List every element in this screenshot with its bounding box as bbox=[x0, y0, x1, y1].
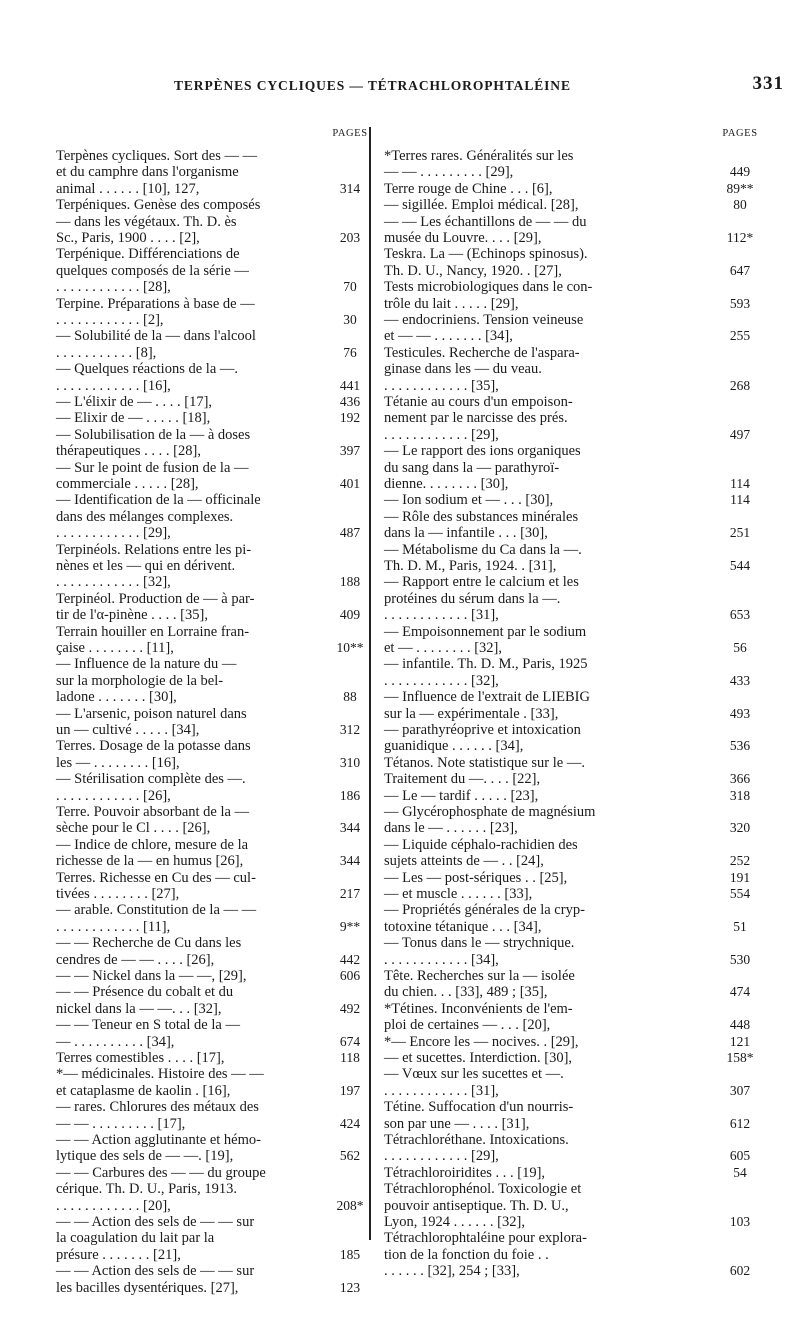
entry-line: — Les — post-sériques . . [25], bbox=[384, 869, 568, 886]
entry-line: tion de la fonction du foie . . bbox=[384, 1246, 549, 1263]
entry-line: — sigillée. Emploi médical. [28], bbox=[384, 197, 579, 214]
entry-line: — Sur le point de fusion de la — bbox=[56, 459, 249, 476]
entry-page-number: 10** bbox=[336, 640, 364, 655]
entry-line: — Liquide céphalo-rachidien des bbox=[384, 836, 578, 853]
entry-page-number: 51 bbox=[733, 918, 747, 934]
entry-line: — parathyréoprive et intoxication bbox=[384, 722, 581, 738]
entry-line: . . . . . . . . . . . . [28], bbox=[56, 279, 171, 296]
entry-line: nickel dans la — —. . . [32], bbox=[56, 1000, 222, 1017]
entry-line: trôle du lait . . . . . [29], bbox=[384, 295, 519, 312]
entry-line: Sc., Paris, 1900 . . . . [2], bbox=[56, 229, 200, 246]
index-entry bbox=[56, 1066, 356, 1099]
entry-line: quelques composés de la série — bbox=[56, 262, 249, 279]
entry-line: — et sucettes. Interdiction. [30], bbox=[384, 1050, 573, 1066]
entry-line: — — Recherche de Cu dans les bbox=[56, 935, 242, 952]
index-entry bbox=[384, 246, 700, 279]
entry-line: . . . . . . [32], 254 ; [33], bbox=[384, 1263, 520, 1280]
entry-line: — L'élixir de — . . . . [17], bbox=[56, 394, 213, 410]
entry-page-number: 487 bbox=[339, 525, 361, 541]
entry-page-number: 114 bbox=[730, 492, 750, 508]
index-entry bbox=[56, 410, 356, 426]
entry-line: . . . . . . . . . . . . [35], bbox=[384, 377, 499, 394]
entry-line: — — Présence du cobalt et du bbox=[56, 984, 234, 1001]
pages-label-right: PAGES bbox=[722, 128, 758, 139]
index-entry bbox=[56, 328, 356, 361]
entry-line: Terre. Pouvoir absorbant de la — bbox=[56, 804, 250, 820]
entry-line: et du camphre dans l'organisme bbox=[56, 164, 239, 181]
entry-line: du sang dans la — parathyroï- bbox=[384, 459, 560, 476]
entry-line: un — cultivé . . . . . [34], bbox=[56, 721, 200, 738]
entry-line: cérique. Th. D. U., Paris, 1913. bbox=[56, 1181, 237, 1198]
entry-line: — — . . . . . . . . . [17], bbox=[56, 1115, 186, 1132]
entry-page-number: 191 bbox=[729, 869, 751, 885]
entry-page-number: 307 bbox=[729, 1082, 751, 1098]
index-entry bbox=[56, 935, 356, 968]
index-entry bbox=[56, 706, 356, 739]
entry-page-number: 442 bbox=[339, 951, 361, 967]
index-entry bbox=[56, 968, 356, 984]
entry-page-number: 536 bbox=[729, 738, 751, 754]
entry-line: . . . . . . . . . . . . [32], bbox=[56, 574, 171, 591]
entry-line: *Tétines. Inconvénients de l'em- bbox=[384, 1000, 573, 1017]
entry-page-number: 554 bbox=[729, 886, 751, 901]
entry-page-number: 208* bbox=[336, 1197, 364, 1213]
entry-line: — Le rapport des ions organiques bbox=[384, 443, 581, 460]
entry-page-number: 186 bbox=[339, 787, 361, 803]
index-entry bbox=[56, 591, 356, 624]
entry-line: — — Nickel dans la — —, [29], bbox=[56, 968, 247, 984]
index-entry bbox=[384, 492, 700, 508]
entry-page-number: 123 bbox=[339, 1279, 361, 1295]
entry-page-number: 612 bbox=[729, 1115, 751, 1131]
index-entry bbox=[56, 1165, 356, 1214]
index-entry bbox=[384, 689, 700, 722]
entry-line: . . . . . . . . . . . [8], bbox=[56, 344, 157, 361]
entry-page-number: 436 bbox=[339, 394, 361, 409]
index-entry bbox=[56, 984, 356, 1017]
entry-line: — Quelques réactions de la —. bbox=[56, 361, 239, 378]
index-entry bbox=[384, 837, 700, 870]
index-entry bbox=[56, 902, 356, 935]
entry-line: Terres comestibles . . . . [17], bbox=[56, 1050, 225, 1066]
entry-line: . . . . . . . . . . . . [32], bbox=[384, 672, 499, 689]
entry-page-number: 192 bbox=[339, 410, 361, 426]
entry-line: — Propriétés générales de la cryp- bbox=[384, 902, 585, 919]
entry-line: — Empoisonnement par le sodium bbox=[384, 623, 587, 640]
index-entry bbox=[56, 837, 356, 870]
entry-page-number: 497 bbox=[729, 426, 751, 442]
entry-line: Terres. Richesse en Cu des — cul- bbox=[56, 869, 256, 886]
index-entry bbox=[56, 1050, 356, 1066]
entry-page-number: 251 bbox=[729, 525, 751, 541]
entry-line: animal . . . . . . [10], 127, bbox=[56, 180, 200, 197]
entry-line: thérapeutiques . . . . [28], bbox=[56, 443, 201, 460]
entry-page-number: 593 bbox=[729, 295, 751, 311]
entry-line: — Indice de chlore, mesure de la bbox=[56, 836, 249, 853]
entry-line: — infantile. Th. D. M., Paris, 1925 bbox=[384, 656, 588, 673]
entry-line: . . . . . . . . . . . . [31], bbox=[384, 607, 499, 624]
index-entry bbox=[384, 902, 700, 935]
entry-line: sur la — expérimentale . [33], bbox=[384, 705, 559, 722]
entry-page-number: 255 bbox=[729, 328, 751, 344]
entry-page-number: 474 bbox=[729, 984, 751, 1000]
entry-line: — Ion sodium et — . . . [30], bbox=[384, 492, 554, 509]
entry-line: ladone . . . . . . . [30], bbox=[56, 689, 177, 706]
entry-line: — Influence de la nature du — bbox=[56, 656, 237, 673]
index-entry bbox=[384, 624, 700, 657]
entry-page-number: 647 bbox=[729, 262, 751, 278]
entry-page-number: 89** bbox=[726, 180, 754, 196]
entry-line: totoxine tétanique . . . [34], bbox=[384, 918, 542, 935]
pages-label-left: PAGES bbox=[332, 128, 368, 139]
entry-line: les bacilles dysentériques. [27], bbox=[56, 1279, 239, 1296]
index-entry bbox=[384, 1181, 700, 1230]
entry-page-number: 217 bbox=[339, 886, 361, 901]
entry-line: . . . . . . . . . . . . [29], bbox=[384, 1148, 499, 1165]
entry-line: . . . . . . . . . . . . [31], bbox=[384, 1082, 499, 1099]
entry-line: Terpine. Préparations à base de — bbox=[56, 295, 255, 312]
index-entry bbox=[56, 542, 356, 591]
entry-page-number: 409 bbox=[339, 607, 361, 623]
entry-line: ginase dans les — du veau. bbox=[384, 361, 542, 378]
index-entry bbox=[384, 279, 700, 312]
entry-page-number: 492 bbox=[339, 1000, 361, 1016]
entry-page-number: 88 bbox=[343, 689, 357, 705]
entry-page-number: 56 bbox=[733, 640, 747, 655]
entry-line: — Elixir de — . . . . . [18], bbox=[56, 410, 211, 427]
entry-line: Terpènes cycliques. Sort des — — bbox=[56, 148, 258, 164]
index-entry bbox=[384, 181, 700, 197]
entry-line: Teskra. La — (Echinops spinosus). bbox=[384, 246, 588, 263]
index-entry bbox=[56, 771, 356, 804]
index-entry bbox=[384, 574, 700, 623]
index-entry bbox=[384, 214, 700, 247]
entry-line: Tétine. Suffocation d'un nourris- bbox=[384, 1099, 574, 1116]
entry-line: Tétanos. Note statistique sur le —. bbox=[384, 754, 585, 771]
entry-line: — — Carbures des — — du groupe bbox=[56, 1164, 266, 1181]
index-entry bbox=[384, 345, 700, 394]
entry-line: son par une — . . . . [31], bbox=[384, 1115, 530, 1132]
entry-page-number: 320 bbox=[729, 820, 751, 836]
entry-page-number: 530 bbox=[729, 951, 751, 967]
entry-page-number: 424 bbox=[339, 1115, 361, 1131]
entry-line: sur la morphologie de la bel- bbox=[56, 672, 224, 689]
entry-page-number: 70 bbox=[343, 279, 357, 295]
entry-line: — Rôle des substances minérales bbox=[384, 508, 579, 525]
index-entry bbox=[56, 148, 356, 197]
entry-line: Tétrachlorophtaléine pour explora- bbox=[384, 1230, 587, 1247]
index-entry bbox=[56, 1263, 356, 1296]
index-entry bbox=[56, 460, 356, 493]
index-entry bbox=[56, 492, 356, 541]
column-divider bbox=[369, 127, 371, 1240]
entry-page-number: 112* bbox=[726, 230, 754, 245]
entry-page-number: 312 bbox=[339, 722, 361, 737]
entry-line: *— Encore les — nocives. . [29], bbox=[384, 1033, 579, 1050]
entry-line: çaise . . . . . . . . [11], bbox=[56, 639, 174, 656]
entry-line: — — Teneur en S total de la — bbox=[56, 1017, 240, 1034]
entry-page-number: 433 bbox=[729, 672, 751, 688]
entry-page-number: 605 bbox=[729, 1148, 751, 1164]
entry-line: ploi de certaines — . . . [20], bbox=[384, 1017, 551, 1034]
index-entry bbox=[384, 755, 700, 788]
index-entry bbox=[384, 1132, 700, 1165]
entry-page-number: 76 bbox=[343, 344, 357, 360]
entry-line: — Métabolisme du Ca dans la —. bbox=[384, 541, 582, 558]
index-entry bbox=[384, 1050, 700, 1066]
page-number: 331 bbox=[752, 73, 784, 94]
entry-line: tir de l'α-pinène . . . . [35], bbox=[56, 607, 208, 624]
index-entry bbox=[56, 394, 356, 410]
entry-page-number: 401 bbox=[339, 476, 361, 491]
entry-line: et — — . . . . . . . [34], bbox=[384, 328, 513, 345]
entry-line: présure . . . . . . . [21], bbox=[56, 1246, 181, 1263]
entry-page-number: 314 bbox=[339, 180, 361, 196]
entry-page-number: 158* bbox=[726, 1050, 754, 1065]
index-entry bbox=[56, 1099, 356, 1132]
entry-page-number: 30 bbox=[343, 312, 357, 327]
entry-line: et — . . . . . . . . [32], bbox=[384, 639, 502, 656]
entry-line: dienne. . . . . . . . [30], bbox=[384, 475, 509, 492]
index-entry bbox=[384, 1001, 700, 1034]
index-entry bbox=[384, 656, 700, 689]
index-entry bbox=[56, 246, 356, 295]
entry-line: — arable. Constitution de la — — bbox=[56, 902, 257, 919]
entry-line: du chien. . . [33], 489 ; [35], bbox=[384, 984, 548, 1001]
index-entry bbox=[384, 1099, 700, 1132]
entry-page-number: 203 bbox=[339, 230, 361, 245]
pages-column-right bbox=[715, 126, 765, 1279]
entry-line: commerciale . . . . . [28], bbox=[56, 475, 199, 492]
index-entry bbox=[384, 197, 700, 213]
running-header bbox=[56, 73, 784, 102]
entry-page-number: 606 bbox=[339, 968, 361, 983]
entry-page-number: 344 bbox=[339, 853, 361, 869]
entry-line: nènes et les — qui en dérivent. bbox=[56, 557, 236, 574]
index-entry bbox=[384, 870, 700, 886]
entry-line: Terre rouge de Chine . . . [6], bbox=[384, 180, 553, 197]
entry-line: et cataplasme de kaolin . [16], bbox=[56, 1082, 231, 1099]
entry-line: sujets atteints de — . . [24], bbox=[384, 853, 544, 870]
index-entry bbox=[56, 656, 356, 705]
entry-line: Tests microbiologiques dans le con- bbox=[384, 279, 593, 296]
entry-line: lytique des sels de — —. [19], bbox=[56, 1148, 234, 1165]
entry-page-number: 197 bbox=[339, 1082, 361, 1098]
index-entry bbox=[56, 1017, 356, 1050]
entry-page-number: 54 bbox=[733, 1164, 747, 1180]
entry-page-number: 121 bbox=[729, 1033, 751, 1049]
index-entry bbox=[384, 443, 700, 492]
entry-line: la coagulation du lait par la bbox=[56, 1230, 215, 1247]
index-entry bbox=[56, 361, 356, 394]
entry-line: Tête. Recherches sur la — isolée bbox=[384, 968, 575, 984]
entry-line: guanidique . . . . . . [34], bbox=[384, 738, 524, 755]
entry-page-number: 118 bbox=[340, 1050, 360, 1065]
entry-line: Terrain houiller en Lorraine fran- bbox=[56, 623, 250, 640]
entry-page-number: 318 bbox=[729, 787, 751, 803]
entry-line: — . . . . . . . . . . [34], bbox=[56, 1033, 175, 1050]
entry-page-number: 441 bbox=[339, 377, 361, 393]
entry-line: . . . . . . . . . . . . [16], bbox=[56, 377, 171, 394]
entry-line: — Glycérophosphate de magnésium bbox=[384, 804, 596, 820]
index-entry bbox=[384, 394, 700, 443]
entry-line: — dans les végétaux. Th. D. ès bbox=[56, 213, 237, 230]
entry-line: . . . . . . . . . . . . [29], bbox=[56, 525, 171, 542]
entry-line: . . . . . . . . . . . . [20], bbox=[56, 1197, 171, 1214]
entry-line: Terpinéol. Production de — à par- bbox=[56, 590, 255, 607]
entry-line: Tétanie au cours d'un empoison- bbox=[384, 394, 573, 410]
entry-line: — rares. Chlorures des métaux des bbox=[56, 1099, 259, 1116]
index-entry bbox=[384, 804, 700, 837]
entry-line: sèche pour le Cl . . . . [26], bbox=[56, 820, 211, 837]
index-entry bbox=[56, 738, 356, 771]
entry-page-number: 268 bbox=[729, 377, 751, 393]
index-entry bbox=[56, 870, 356, 903]
entry-line: — Rapport entre le calcium et les bbox=[384, 574, 579, 591]
entry-line: pouvoir antiseptique. Th. D. U., bbox=[384, 1197, 569, 1214]
index-entry bbox=[384, 886, 700, 902]
index-entry bbox=[384, 542, 700, 575]
entry-line: — Influence de l'extrait de LIEBIG bbox=[384, 689, 590, 706]
index-entry bbox=[384, 1165, 700, 1181]
entry-page-number: 9** bbox=[339, 918, 361, 934]
index-entry bbox=[56, 1214, 356, 1263]
entry-line: dans le — . . . . . . [23], bbox=[384, 820, 518, 837]
entry-page-number: 449 bbox=[729, 164, 751, 180]
index-entry bbox=[384, 935, 700, 968]
index-entry bbox=[384, 968, 700, 1001]
index-entry bbox=[56, 1132, 356, 1165]
entry-line: . . . . . . . . . . . . [11], bbox=[56, 918, 171, 935]
entry-page-number: 397 bbox=[339, 443, 361, 459]
entry-line: Tétrachloréthane. Intoxications. bbox=[384, 1132, 569, 1148]
index-entry bbox=[56, 804, 356, 837]
entry-line: Tétrachloroiridites . . . [19], bbox=[384, 1164, 546, 1181]
entry-line: Testicules. Recherche de l'aspara- bbox=[384, 344, 580, 361]
entry-line: Traitement du —. . . . [22], bbox=[384, 771, 541, 788]
entry-line: — et muscle . . . . . . [33], bbox=[384, 886, 533, 902]
entry-line: — Solubilité de la — dans l'alcool bbox=[56, 328, 256, 345]
entry-line: — Identification de la — officinale bbox=[56, 492, 261, 509]
entry-page-number: 674 bbox=[339, 1033, 361, 1049]
entry-page-number: 310 bbox=[339, 754, 361, 770]
entry-line: tivées . . . . . . . . [27], bbox=[56, 885, 180, 902]
index-entry bbox=[384, 722, 700, 755]
entry-page-number: 185 bbox=[339, 1246, 361, 1262]
entry-page-number: 602 bbox=[729, 1263, 751, 1279]
entry-line: — endocriniens. Tension veineuse bbox=[384, 312, 584, 328]
entry-page-number: 366 bbox=[729, 771, 751, 787]
entry-line: . . . . . . . . . . . . [26], bbox=[56, 787, 171, 804]
entry-line: — Tonus dans le — strychnique. bbox=[384, 935, 575, 952]
index-entry bbox=[56, 296, 356, 329]
entry-line: Terpénique. Différenciations de bbox=[56, 246, 240, 263]
entry-page-number: 188 bbox=[339, 574, 361, 590]
entry-page-number: 562 bbox=[339, 1148, 361, 1164]
entry-line: les — . . . . . . . . [16], bbox=[56, 754, 180, 771]
entry-line: Th. D. M., Paris, 1924. . [31], bbox=[384, 557, 557, 574]
entry-line: Terpéniques. Genèse des composés bbox=[56, 197, 261, 214]
entry-line: . . . . . . . . . . . . [34], bbox=[384, 951, 499, 968]
entry-page-number: 103 bbox=[729, 1214, 751, 1229]
entry-line: — — . . . . . . . . . [29], bbox=[384, 164, 514, 181]
entry-line: Th. D. U., Nancy, 1920. . [27], bbox=[384, 262, 562, 279]
entry-line: richesse de la — en humus [26], bbox=[56, 853, 244, 870]
entry-line: — Stérilisation complète des —. bbox=[56, 771, 246, 788]
entry-page-number: 114 bbox=[730, 476, 750, 491]
entry-line: — Le — tardif . . . . . [23], bbox=[384, 787, 539, 804]
entry-line: — — Action des sels de — — sur bbox=[56, 1214, 255, 1230]
index-entry bbox=[384, 788, 700, 804]
entry-line: Lyon, 1924 . . . . . . [32], bbox=[384, 1213, 525, 1230]
entry-line: Terres. Dosage de la potasse dans bbox=[56, 738, 251, 755]
entry-line: — L'arsenic, poison naturel dans bbox=[56, 705, 247, 722]
index-entry bbox=[56, 197, 356, 246]
entry-page-number: 344 bbox=[339, 820, 361, 836]
running-title: TERPÈNES CYCLIQUES — TÉTRACHLOROPHTALÉINE bbox=[174, 78, 571, 93]
entry-line: protéines du sérum dans la —. bbox=[384, 590, 561, 607]
entry-line: *Terres rares. Généralités sur les bbox=[384, 148, 574, 164]
entry-page-number: 252 bbox=[729, 853, 751, 869]
entry-page-number: 544 bbox=[729, 558, 751, 573]
entry-page-number: 653 bbox=[729, 607, 751, 623]
entry-line: Tétrachlorophénol. Toxicologie et bbox=[384, 1181, 582, 1198]
entry-line: *— médicinales. Histoire des — — bbox=[56, 1066, 264, 1083]
entry-page-number: 80 bbox=[733, 197, 747, 213]
index-entry bbox=[384, 1066, 700, 1099]
entry-page-number: 493 bbox=[729, 705, 751, 721]
index-entry bbox=[56, 427, 356, 460]
index-entry bbox=[384, 509, 700, 542]
entry-line: — — Action des sels de — — sur bbox=[56, 1263, 255, 1280]
entry-line: dans la — infantile . . . [30], bbox=[384, 525, 548, 542]
entry-line: — — Les échantillons de — — du bbox=[384, 213, 587, 230]
entry-page-number: 448 bbox=[729, 1017, 751, 1033]
index-entry bbox=[384, 1034, 700, 1050]
entry-line: . . . . . . . . . . . . [2], bbox=[56, 311, 164, 328]
entry-line: Terpinéols. Relations entre les pi- bbox=[56, 541, 252, 558]
entry-line: — Solubilisation de la — à doses bbox=[56, 426, 251, 443]
pages-column-left bbox=[325, 126, 375, 1295]
entry-line: — Vœux sur les sucettes et —. bbox=[384, 1066, 564, 1083]
index-entry bbox=[384, 148, 700, 181]
entry-line: nement par le narcisse des prés. bbox=[384, 410, 568, 427]
entry-line: musée du Louvre. . . . [29], bbox=[384, 229, 542, 246]
entry-line: . . . . . . . . . . . . [29], bbox=[384, 426, 499, 443]
index-entry bbox=[384, 1230, 700, 1279]
entry-line: dans des mélanges complexes. bbox=[56, 508, 234, 525]
index-entry bbox=[384, 312, 700, 345]
entry-line: — — Action agglutinante et hémo- bbox=[56, 1132, 261, 1148]
index-entry bbox=[56, 624, 356, 657]
entry-line: cendres de — — . . . . [26], bbox=[56, 951, 215, 968]
